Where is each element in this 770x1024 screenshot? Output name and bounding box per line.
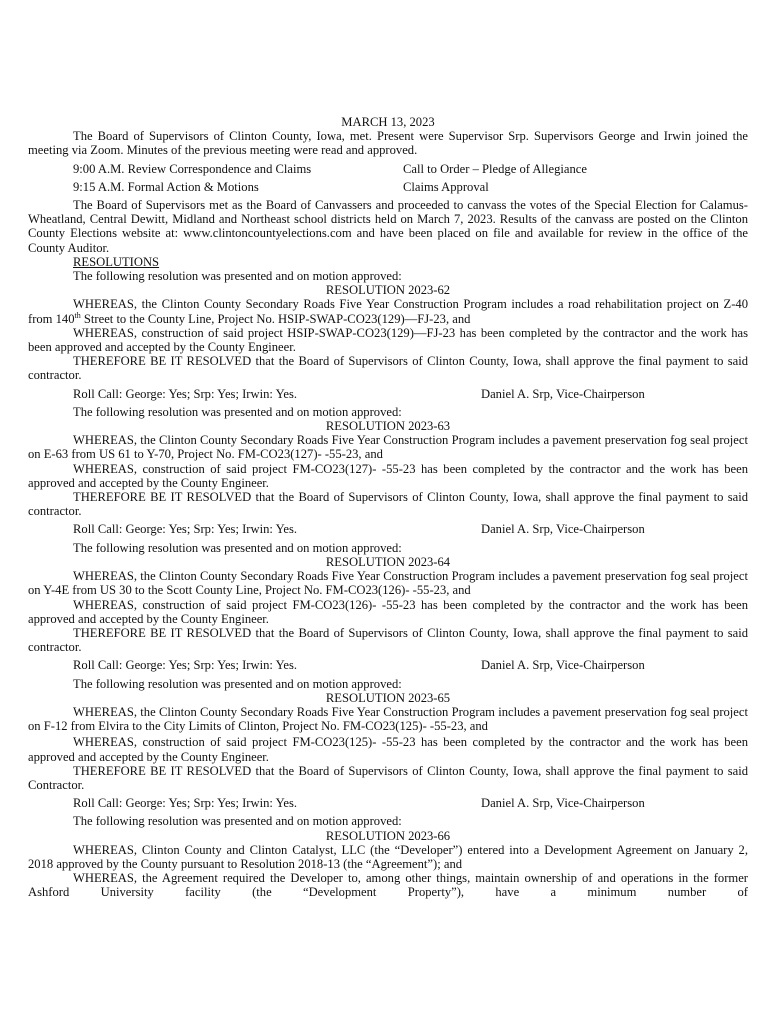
whereas-paragraph: WHEREAS, Clinton County and Clinton Catalyst, LLC (the “Developer”) entered into a Development Agreement on January 2, 2018 approved by the County pursuant to Resolution 2018-13 (the “Agreement”); and (28, 842, 748, 871)
signer: Daniel A. Srp, Vice-Chairperson (481, 522, 645, 537)
roll-call-row (73, 796, 748, 810)
canvass-paragraph: The Board of Supervisors met as the Board of Canvassers and proceeded to canvass the votes of the Special Election for Calamus-Wheatland, Central Dewitt, Midland and Northeast school districts held on March 7, 2023. Results of the canvass are posted on the Clinton County Elections website at: www.clintoncountyelections.com and have been placed on file and available for review in the office of the County Auditor. (28, 198, 748, 255)
presented-text: The following resolution was presented and on motion approved: (73, 540, 402, 555)
presented-text: The following resolution was presented and on motion approved: (73, 404, 402, 419)
agenda-right: Claims Approval (403, 179, 489, 194)
resolution-title: RESOLUTION 2023-63 (325, 419, 451, 434)
roll-call: Roll Call: George: Yes; Srp: Yes; Irwin: Yes. (73, 386, 298, 401)
therefore-paragraph: THEREFORE BE IT RESOLVED that the Board of Supervisors of Clinton County, Iowa, shall approve the final payment to said contractor. (28, 625, 748, 655)
roll-call: Roll Call: George: Yes; Srp: Yes; Irwin: Yes. (73, 796, 298, 811)
resolutions-heading: RESOLUTIONS (73, 254, 160, 269)
whereas-paragraph: WHEREAS, construction of said project FM-CO23(127)- -55-23 has been completed by the contractor and the work has been approved and accepted by the County Engineer. (28, 461, 748, 490)
whereas-paragraph: WHEREAS, the Clinton County Secondary Roads Five Year Construction Program includes a pavement preservation fog seal project on F-12 from Elvira to the City Limits of Clinton, Project No. FM-CO23(125)- -55-23, and (28, 704, 748, 734)
roll-call-row (73, 522, 748, 536)
intro-paragraph: The Board of Supervisors of Clinton County, Iowa, met. Present were Supervisor Srp. Supervisors George and Irwin joined the meeting via Zoom. Minutes of the previous meeting were read and approved. (28, 129, 748, 158)
whereas-paragraph: WHEREAS, the Clinton County Secondary Roads Five Year Construction Program includes a pavement preservation fog seal project on E-63 from US 61 to Y-70, Project No. FM-CO23(127)- -55-23, and (28, 433, 748, 462)
resolution-title: RESOLUTION 2023-64 (325, 554, 451, 569)
minutes-page (28, 115, 748, 900)
meeting-date: MARCH 13, 2023 (341, 115, 435, 129)
agenda-left: 9:00 A.M. Review Correspondence and Claims (73, 161, 312, 176)
therefore-paragraph: THEREFORE BE IT RESOLVED that the Board of Supervisors of Clinton County, Iowa, shall approve the final payment to said contractor. (28, 354, 748, 383)
resolution-title: RESOLUTION 2023-65 (325, 690, 451, 705)
whereas-paragraph: WHEREAS, the Clinton County Secondary Roads Five Year Construction Program includes a road rehabilitation project on Z-40 from 140th Street to the County Line, Project No. HSIP-SWAP-CO23(129)—FJ-23, and (28, 297, 748, 326)
roll-call: Roll Call: George: Yes; Srp: Yes; Irwin: Yes. (73, 658, 298, 673)
whereas-paragraph: WHEREAS, the Agreement required the Developer to, among other things, maintain ownership of and operations in the former Ashford University facility (the “Development Property”), have a minimum number of (28, 871, 748, 900)
signer: Daniel A. Srp, Vice-Chairperson (481, 658, 645, 673)
signer: Daniel A. Srp, Vice-Chairperson (481, 386, 645, 401)
therefore-paragraph: THEREFORE BE IT RESOLVED that the Board of Supervisors of Clinton County, Iowa, shall approve the final payment to said Contractor. (28, 763, 748, 792)
presented-text: The following resolution was presented and on motion approved: (73, 814, 402, 829)
roll-call-row (73, 387, 748, 401)
roll-call-row (73, 658, 748, 672)
therefore-paragraph: THEREFORE BE IT RESOLVED that the Board of Supervisors of Clinton County, Iowa, shall approve the final payment to said contractor. (28, 490, 748, 519)
agenda-row (73, 162, 748, 176)
agenda-row (73, 180, 748, 194)
whereas-paragraph: WHEREAS, the Clinton County Secondary Roads Five Year Construction Program includes a pavement preservation fog seal project on Y-4E from US 30 to the Scott County Line, Project No. FM-CO23(126)- -55-23, and (28, 569, 748, 598)
presented-text: The following resolution was presented and on motion approved: (73, 676, 402, 691)
agenda-left: 9:15 A.M. Formal Action & Motions (73, 179, 259, 194)
whereas-paragraph: WHEREAS, construction of said project HSIP-SWAP-CO23(129)—FJ-23 has been completed by the contractor and the work has been approved and accepted by the County Engineer. (28, 325, 748, 355)
presented-text: The following resolution was presented and on motion approved: (73, 269, 402, 284)
signer: Daniel A. Srp, Vice-Chairperson (481, 796, 645, 811)
roll-call: Roll Call: George: Yes; Srp: Yes; Irwin: Yes. (73, 522, 298, 537)
whereas-paragraph: WHEREAS, construction of said project FM-CO23(126)- -55-23 has been completed by the contractor and the work has been approved and accepted by the County Engineer. (28, 597, 748, 626)
resolution-title: RESOLUTION 2023-62 (325, 283, 451, 298)
agenda-right: Call to Order – Pledge of Allegiance (403, 161, 587, 176)
whereas-paragraph: WHEREAS, construction of said project FM-CO23(125)- -55-23 has been completed by the contractor and the work has been approved and accepted by the County Engineer. (28, 735, 748, 764)
resolution-title: RESOLUTION 2023-66 (325, 828, 451, 843)
